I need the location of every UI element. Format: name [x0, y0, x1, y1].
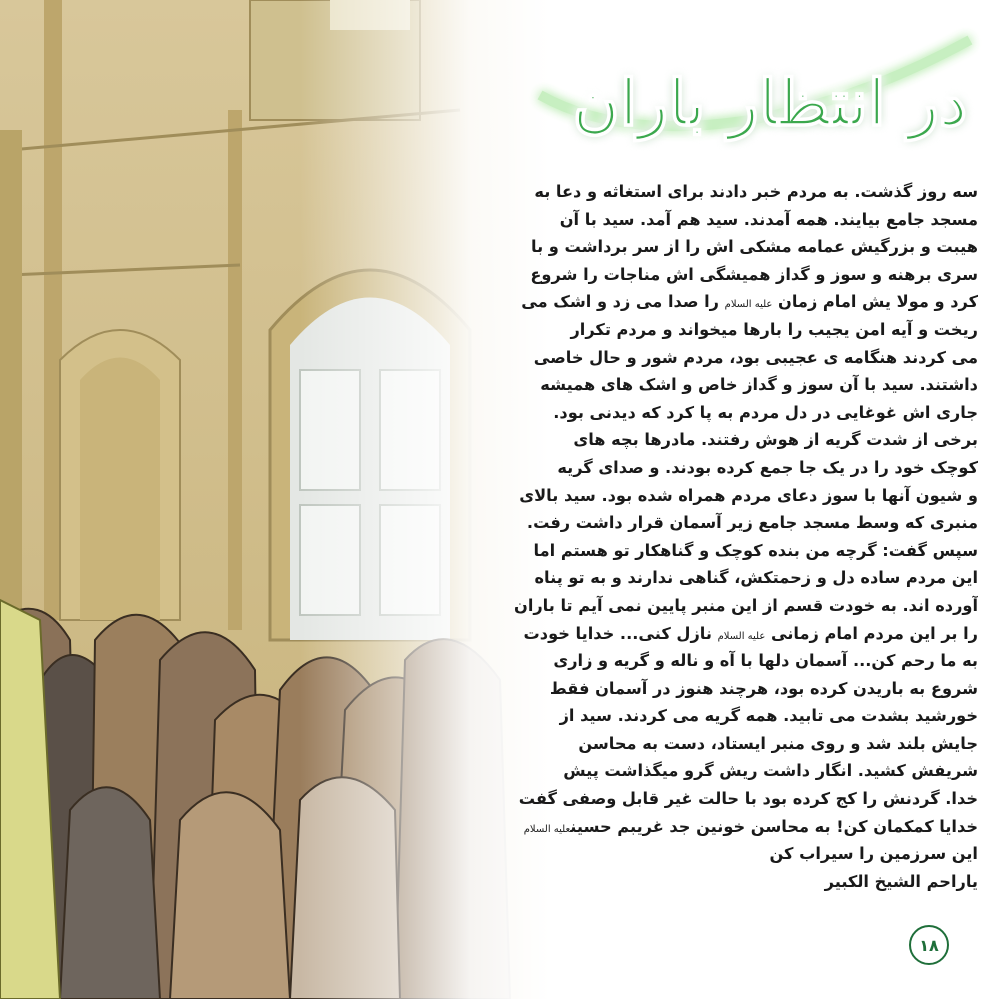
text-line: [513, 730, 978, 758]
text-line-main: یاراحم الشیخ الکبیر: [824, 871, 978, 891]
text-line: [513, 592, 978, 620]
text-line-tail: نازل کنی... خدایا خودت: [523, 623, 718, 643]
text-line-main: خدایا کمکمان کن! به محاسن خونین جد غریبم حسین: [570, 816, 978, 836]
text-line-main: می کردند هنگامه ی عجیبی بود، مردم شور و حال خاصی: [533, 347, 978, 367]
text-line: [513, 620, 978, 648]
text-line-main: کوچک خود را در یک جا جمع کرده بودند. و صدای گریه: [557, 457, 978, 477]
text-line: [513, 371, 978, 399]
text-line: [513, 675, 978, 703]
text-line: [513, 702, 978, 730]
text-line-main: ریخت و آیه امن یجیب را بارها میخواند و مردم تکرار: [570, 319, 978, 339]
text-line: [513, 785, 978, 813]
honorific: علیه السلام: [717, 630, 766, 642]
title-calligraphy: [500, 0, 1000, 185]
title-area: [500, 0, 1000, 185]
story-text: [513, 178, 978, 895]
text-line: [513, 316, 978, 344]
text-line-main: این سرزمین را سیراب کن: [769, 844, 978, 864]
text-line-main: این مردم ساده دل و زحمتکش، گناهی ندارند و به تو پناه: [534, 568, 978, 588]
text-line: [513, 426, 978, 454]
text-line: [513, 261, 978, 289]
text-line-main: مسجد جامع بیایند. همه آمدند. سید هم آمد. سید با آن: [559, 209, 978, 229]
text-line-main: سه روز گذشت. به مردم خبر دادند برای استغاثه و دعا به: [534, 182, 978, 201]
honorific: علیه السلام: [523, 823, 571, 835]
text-line: [513, 537, 978, 565]
text-line-main: جایش بلند شد و روی منبر ایستاد، دست به محاسن: [578, 733, 978, 753]
text-line-main: داشتند. سید با آن سوز و گداز خاص و اشک های همیشه: [540, 375, 978, 395]
text-line-main: به ما رحم کن... آسمان دلها با آه و ناله و گریه و زاری: [553, 651, 978, 671]
text-line: [513, 757, 978, 785]
text-line: [513, 509, 978, 537]
text-line-main: سپس گفت: گرچه من بنده کوچک و گناهکار تو هستم اما: [533, 540, 978, 560]
text-line-main: خورشید بشدت می تابید. همه گریه می کردند. سید از: [559, 706, 978, 726]
text-line: [513, 344, 978, 372]
text-line: [513, 178, 978, 206]
page-number: ۱۸: [909, 925, 949, 965]
text-line: [513, 233, 978, 261]
text-line: [513, 564, 978, 592]
text-line: [513, 454, 978, 482]
honorific: علیه السلام: [724, 299, 773, 311]
text-line-main: آورده اند. به خودت قسم از این منبر پایین نمی آیم تا باران: [514, 595, 978, 615]
text-line-tail: را صدا می زد و اشک می: [521, 292, 725, 312]
text-line: [513, 399, 978, 427]
text-line-main: سری برهنه و سوز و گداز همیشگی اش مناجات را شروع: [530, 264, 978, 284]
page-title: در انتظار باران: [572, 66, 968, 141]
text-line-main: شروع به باریدن کرده بود، هرچند هنوز در آسمان فقط: [549, 678, 978, 698]
text-line: [513, 647, 978, 675]
text-line-main: برخی از شدت گریه از هوش رفتند. مادرها بچه های: [573, 430, 978, 450]
text-line-main: خدا. گردنش را کج کرده بود با حالت غیر قابل وصفی گفت: [518, 789, 978, 809]
text-line-main: جاری اش غوغایی در دل مردم به پا کرد که دیدنی بود.: [553, 402, 978, 422]
text-line: [513, 868, 978, 896]
text-line-main: هیبت و بزرگیش عمامه مشکی اش را از سر برداشت و با: [531, 237, 978, 257]
text-line: [513, 813, 978, 841]
text-line: [513, 840, 978, 868]
text-line: [513, 482, 978, 510]
text-line-main: را بر این مردم امام زمانی: [765, 623, 978, 643]
text-line-main: شریفش کشید. انگار داشت ریش گرو میگذاشت پیش: [563, 761, 978, 781]
text-line-main: کرد و مولا یش امام زمان: [772, 292, 978, 312]
text-line: [513, 206, 978, 234]
text-line: [513, 288, 978, 316]
text-line-main: منبری که وسط مسجد جامع زیر آسمان قرار داشت رفت.: [526, 513, 978, 533]
text-line-main: و شیون آنها با سوز دعای مردم همراه شده بود. سید بالای: [519, 485, 978, 505]
